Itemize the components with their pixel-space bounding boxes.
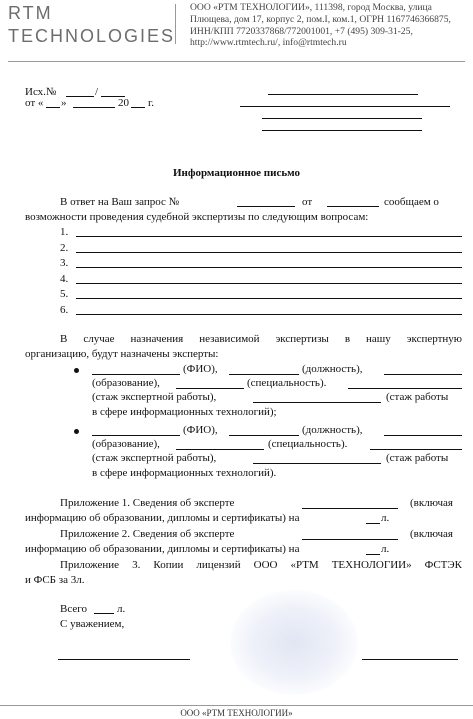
expert-2-position-blank xyxy=(229,435,299,436)
footer-rule xyxy=(0,705,473,706)
company-logo-line1: RTM xyxy=(8,3,53,23)
ref-year-suffix: г. xyxy=(148,97,155,109)
expert-1-position-blank-2 xyxy=(384,374,462,375)
ref-number-label: Исх.№ xyxy=(25,86,57,98)
attachment-2-label: Приложение 2. Сведения об эксперте xyxy=(60,528,235,540)
expert-2-stazh-work-label: (стаж работы xyxy=(386,452,449,464)
expert-2-stazh-blank xyxy=(253,463,381,464)
question-number: 4. xyxy=(60,272,69,285)
expert-2-fio-label: (ФИО), xyxy=(183,424,218,436)
ref-month-blank xyxy=(73,107,115,108)
attachment-1-including: (включая xyxy=(410,497,453,509)
addressee-line-2 xyxy=(240,106,450,107)
intro-part1: В ответ на Ваш запрос № xyxy=(60,196,180,208)
signature-position-line xyxy=(58,659,190,660)
expert-1-stazh-work-label: (стаж работы xyxy=(386,391,449,403)
attachment-1-pages-blank xyxy=(366,523,380,524)
footer-company: ООО «РТМ ТЕХНОЛОГИИ» xyxy=(180,708,293,718)
attachment-1-line2: информацию об образовании, дипломы и сертификаты) на xyxy=(25,512,300,524)
question-blank-line xyxy=(76,314,462,315)
request-number-blank xyxy=(237,206,295,207)
regards-text: С уважением, xyxy=(60,618,125,630)
ref-date-mid: » xyxy=(61,97,67,109)
addressee-line-4 xyxy=(262,130,422,131)
company-info: ООО «РТМ ТЕХНОЛОГИИ», 111398, город Москва, улица Плющева, дом 17, корпус 2, пом.I, ком.1, ОГРН 1167746366875, ИНН/КПП 7720337868/772001001, +7 (495) 309-31-25, http://www.rtmtech.ru/, info@rtmtech.ru xyxy=(190,2,451,49)
expert-2-position-label: (должность), xyxy=(302,424,363,436)
expert-1-fio-label: (ФИО), xyxy=(183,363,218,375)
question-number: 5. xyxy=(60,288,69,300)
total-suffix: л. xyxy=(117,603,126,615)
expert-2-education-blank xyxy=(176,449,264,450)
expert-2-fio-blank xyxy=(92,435,180,436)
question-number: 3. xyxy=(60,257,69,269)
attachment-1-expert-blank xyxy=(302,508,398,509)
header-divider xyxy=(175,4,176,44)
attachment-1-pages-suffix: л. xyxy=(381,512,390,524)
experts-intro-line2: организацию, будут назначены эксперты: xyxy=(25,348,219,360)
expert-2-position-blank-2 xyxy=(384,435,462,436)
expert-2-specialty-label: (специальность). xyxy=(268,438,348,450)
expert-2-stazh-expert-label: (стаж экспертной работы), xyxy=(92,452,217,464)
request-date-blank xyxy=(327,206,379,207)
expert-1-specialty-blank xyxy=(348,388,462,389)
expert-1-position-label: (должность), xyxy=(302,363,363,375)
attachment-3-line1: Приложение 3. Копии лицензий ООО «РТМ ТЕХНОЛОГИИ» ФСТЭК xyxy=(60,559,462,571)
addressee-line-3 xyxy=(262,118,422,119)
total-label: Всего xyxy=(60,603,87,615)
attachment-2-including: (включая xyxy=(410,528,453,540)
question-blank-line xyxy=(76,298,462,299)
expert-1-stazh-expert-label: (стаж экспертной работы), xyxy=(92,391,217,403)
expert-2-it-sphere: в сфере информационных технологий). xyxy=(92,467,277,479)
ref-date-prefix: от « xyxy=(25,97,44,109)
ref-day-blank xyxy=(46,107,60,108)
expert-2-education-label: (образование), xyxy=(92,438,160,450)
question-blank-line xyxy=(76,252,462,253)
header-rule xyxy=(8,61,465,62)
expert-1-bullet xyxy=(74,368,79,373)
expert-1-it-sphere: в сфере информационных технологий); xyxy=(92,406,277,418)
question-number: 1. xyxy=(60,226,69,238)
intro-part3: сообщаем о xyxy=(384,196,439,208)
addressee-line-1 xyxy=(268,94,418,95)
question-number: 2. xyxy=(60,241,69,254)
question-blank-line xyxy=(76,236,462,237)
attachment-1-label: Приложение 1. Сведения об эксперте xyxy=(60,497,235,509)
expert-1-stazh-blank xyxy=(253,402,381,403)
attachment-2-pages-blank xyxy=(366,554,380,555)
question-blank-line xyxy=(76,267,462,268)
expert-1-education-blank xyxy=(176,388,244,389)
attachment-3-line2: и ФСБ за 3л. xyxy=(25,574,85,586)
question-number: 6. xyxy=(60,303,69,316)
ref-number-blank xyxy=(66,96,94,97)
expert-1-fio-blank xyxy=(92,374,180,375)
expert-1-education-label: (образование), xyxy=(92,377,160,389)
attachment-2-line2: информацию об образовании, дипломы и сертификаты) на xyxy=(25,543,300,555)
expert-2-bullet xyxy=(74,429,79,434)
question-blank-line xyxy=(76,283,462,284)
expert-1-position-blank xyxy=(229,374,299,375)
company-stamp xyxy=(230,590,358,695)
attachment-2-expert-blank xyxy=(302,539,398,540)
intro-part2: от xyxy=(302,196,313,208)
ref-number-sep: / xyxy=(95,86,99,98)
attachment-2-pages-suffix: л. xyxy=(381,543,390,555)
ref-year-blank xyxy=(131,107,145,108)
intro-line2: возможности проведения судебной экспертизы по следующим вопросам: xyxy=(25,211,369,223)
company-logo-line2: TECHNOLOGIES xyxy=(8,26,176,46)
expert-1-specialty-label: (специальность). xyxy=(247,377,327,389)
experts-intro-line1: В случае назначения независимой экспертизы в нашу экспертную xyxy=(60,333,462,345)
signature-name-line xyxy=(362,659,458,660)
total-pages-blank xyxy=(94,613,114,614)
expert-2-specialty-blank xyxy=(370,449,462,450)
letter-title: Информационное письмо xyxy=(172,167,301,179)
ref-year-label: 20 xyxy=(118,97,129,109)
